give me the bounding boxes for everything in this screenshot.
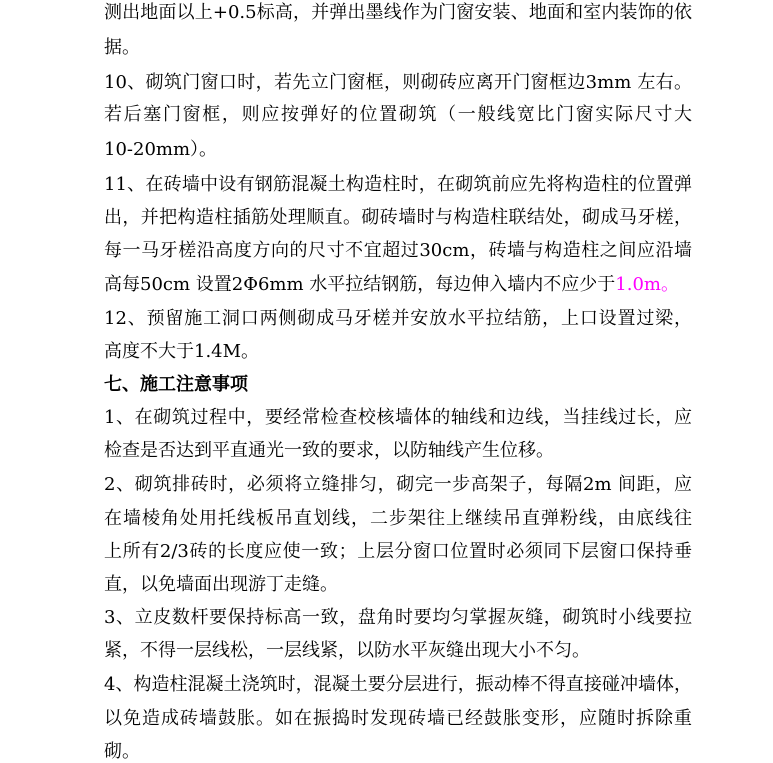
text-line: 2、砌筑排砖时，必须将立缝排匀，砌完一步高架子，每隔2m 间距，应 — [104, 474, 692, 495]
text-line: 每一马牙槎沿高度方向的尺寸不宜超过30cm，砖墙与构造柱之间应沿墙 — [104, 240, 692, 261]
text-line: 出，并把构造柱插筋处理顺直。砌砖墙时与构造柱联结处，砌成马牙槎， — [104, 207, 692, 228]
text-line: 上所有2/3砖的长度应使一致；上层分窗口位置时必须同下层窗口保持垂 — [104, 541, 692, 562]
text-line: 直，以免墙面出现游丁走缝。 — [104, 574, 338, 595]
section-heading: 七、施工注意事项 — [104, 374, 248, 395]
text-line: 10-20mm）。 — [104, 139, 218, 160]
text-line — [104, 274, 679, 296]
text-line-body: 高每50cm 设置2Φ6mm 水平拉结钢筋，每边伸入墙内不应少于 — [104, 274, 616, 295]
text-line: 检查是否达到平直通光一致的要求，以防轴线产生位移。 — [104, 440, 554, 461]
text-line: 紧，不得一层线松，一层线紧，以防水平灰缝出现大小不匀。 — [104, 640, 590, 661]
text-line: 3、立皮数杆要保持标高一致，盘角时要均匀掌握灰缝，砌筑时小线要拉 — [104, 607, 692, 628]
text-line: 高度不大于1.4M。 — [104, 341, 260, 362]
highlighted-value: 1.0m。 — [615, 274, 679, 295]
text-line: 11、在砖墙中设有钢筋混凝土构造柱时，在砌筑前应先将构造柱的位置弹 — [104, 174, 692, 195]
text-line: 测出地面以上+0.5标高，并弹出墨线作为门窗安装、地面和室内装饰的依 — [104, 2, 692, 23]
text-line: 若后塞门窗框，则应按弹好的位置砌筑（一般线宽比门窗实际尺寸大 — [104, 104, 692, 125]
text-line: 12、预留施工洞口两侧砌成马牙槎并安放水平拉结筋，上口设置过梁， — [104, 308, 692, 329]
text-line: 据。 — [104, 37, 140, 58]
text-line: 在墙棱角处用托线板吊直划线，二步架往上继续吊直弹粉线，由底线往 — [104, 508, 692, 529]
text-line: 1、在砌筑过程中，要经常检查校核墙体的轴线和边线，当挂线过长，应 — [104, 407, 692, 428]
text-line: 10、砌筑门窗口时，若先立门窗框，则砌砖应离开门窗框边3mm 左右。 — [104, 72, 692, 93]
text-line: 以免造成砖墙鼓胀。如在振捣时发现砖墙已经鼓胀变形，应随时拆除重 — [104, 708, 692, 729]
text-line: 砌。 — [104, 741, 140, 762]
text-line: 4、构造柱混凝土浇筑时，混凝土要分层进行，振动棒不得直接碰冲墙体， — [104, 674, 692, 695]
